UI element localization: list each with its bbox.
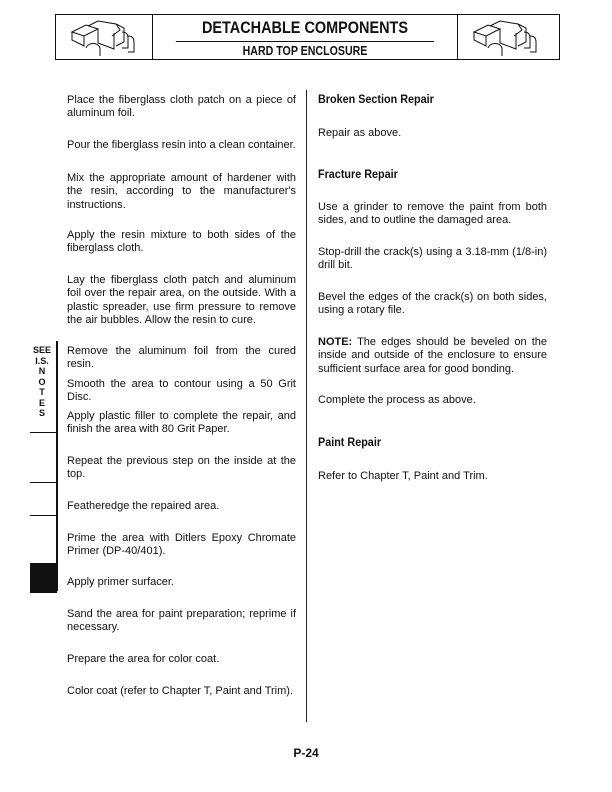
paragraph: Bevel the edges of the crack(s) on both sides, using a rotary file.	[318, 291, 547, 317]
page-header	[55, 14, 560, 60]
tab-letter: T	[39, 387, 45, 397]
step: Smooth the area to contour using a 50 Grit Disc.	[67, 378, 296, 404]
tab-letter: S	[38, 408, 45, 418]
tab-divider	[30, 482, 57, 483]
fracture-repair-heading: Fracture Repair	[318, 167, 398, 181]
page-title: DETACHABLE COMPONENTS	[176, 15, 434, 42]
see-is-notes-tab	[28, 345, 56, 419]
tab-letter: E	[38, 397, 45, 408]
tab-letter: N	[38, 366, 46, 376]
paragraph: Refer to Chapter T, Paint and Trim.	[318, 470, 488, 482]
step: Apply the resin mixture to both sides of the fiberglass cloth.	[67, 229, 296, 255]
step: Remove the aluminum foil from the cured resin.	[67, 345, 296, 371]
step: Mix the appropriate amount of hardener with the resin, according to the manufacturer's instructions.	[67, 172, 296, 211]
step: Color coat (refer to Chapter T, Paint and Trim).	[67, 685, 293, 697]
paragraph: Complete the process as above.	[318, 394, 476, 406]
step: Prime the area with Ditlers Epoxy Chromate Primer (DP-40/401).	[67, 532, 296, 558]
thumb-index-marker	[30, 563, 57, 593]
step: Featheredge the repaired area.	[67, 500, 220, 512]
side-tab-line	[56, 341, 58, 591]
step: Apply plastic filler to complete the repair, and finish the area with 80 Grit Paper.	[67, 410, 296, 436]
step: Lay the fiberglass cloth patch and aluminum foil over the repair area, on the outside. With a plastic spreader, use firm pressure to remove the air bubbles. Allow the resin to cure.	[67, 274, 296, 327]
page-subtitle: HARD TOP ENCLOSURE	[242, 44, 368, 58]
tab-divider	[30, 432, 57, 433]
broken-section-heading: Broken Section Repair	[318, 92, 434, 106]
paint-repair-heading: Paint Repair	[318, 435, 382, 449]
tab-letter: O	[38, 376, 46, 387]
tab-divider	[30, 515, 57, 516]
step: Prepare the area for color coat.	[67, 653, 220, 665]
note	[318, 336, 547, 376]
vehicle-illustration-left	[56, 15, 153, 59]
step: Apply primer surfacer.	[67, 576, 174, 588]
step: Repeat the previous step on the inside at the top.	[67, 455, 296, 481]
note-text: The edges should be beveled on the inside and outside of the enclosure to ensure sufficient surface area for good bonding.	[318, 336, 547, 375]
tab-text: SEE	[32, 345, 51, 355]
column-divider	[306, 90, 307, 722]
step: Place the fiberglass cloth patch on a piece of aluminum foil.	[67, 94, 296, 120]
vehicle-illustration-right	[457, 15, 559, 59]
page-number: P-24	[293, 746, 319, 760]
tab-text: I.S.	[35, 355, 49, 366]
note-label: NOTE:	[318, 336, 353, 348]
paragraph: Stop-drill the crack(s) using a 3.18-mm (1/8-in) drill bit.	[318, 246, 547, 272]
step: Sand the area for paint preparation; reprime if necessary.	[67, 608, 296, 634]
paragraph: Use a grinder to remove the paint from both sides, and to outline the damaged area.	[318, 201, 547, 227]
paragraph: Repair as above.	[318, 127, 402, 139]
step: Pour the fiberglass resin into a clean container.	[67, 139, 296, 151]
